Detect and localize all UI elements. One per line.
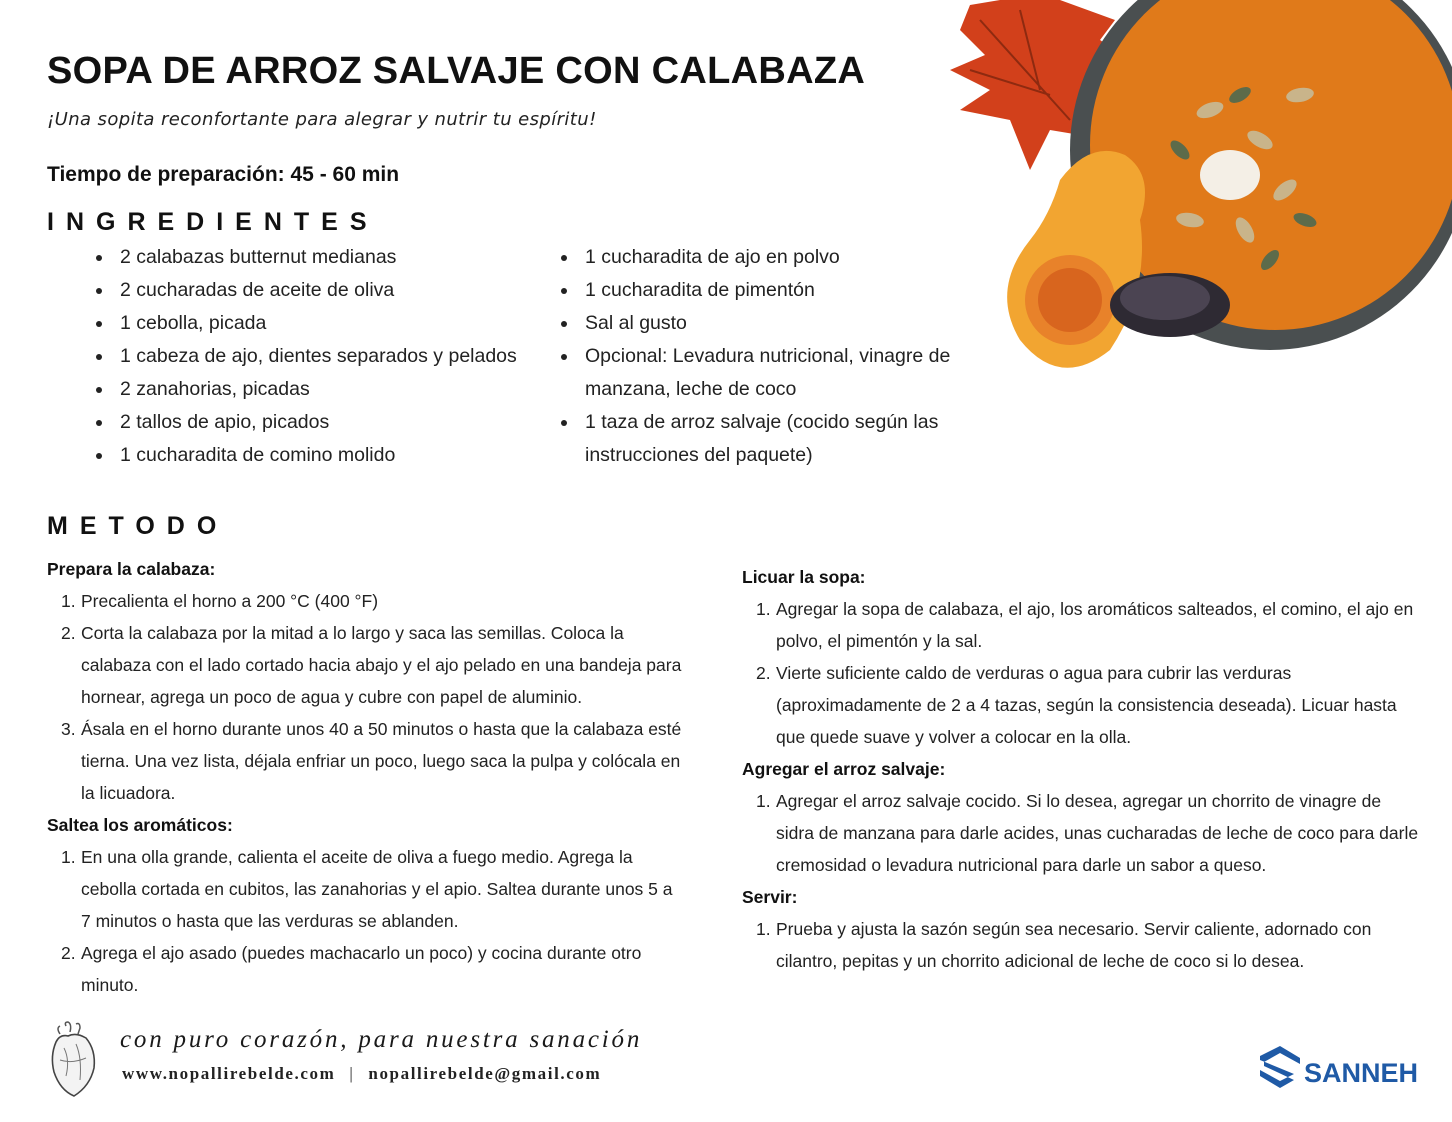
ingredients-list-left (82, 241, 542, 472)
step-number: 1. (756, 791, 771, 811)
step-text: Vierte suficiente caldo de verduras o agua para cubrir las verduras (aproximadamente de 2 a 4 tazas, según la consistencia deseada). Licuar hasta que quede suave y volver a colocar en la olla. (776, 663, 1397, 747)
method-steps (742, 913, 1422, 977)
step-number: 1. (756, 599, 771, 619)
method-section-title: Prepara la calabaza: (47, 559, 216, 579)
step-number: 1. (61, 847, 76, 867)
method-steps (742, 593, 1422, 753)
ingredient-item: 2 calabazas butternut medianas (102, 241, 542, 274)
method-step (742, 593, 1422, 657)
ingredient-item: 1 cebolla, picada (102, 307, 542, 340)
step-text: Corta la calabaza por la mitad a lo largo y saca las semillas. Coloca la calabaza con el lado cortado hacia abajo y el ajo pelado en una bandeja para hornear, agrega un poco de agua y cubre con papel de aluminio. (81, 623, 682, 707)
ingredient-item: 1 cabeza de ajo, dientes separados y pelados (102, 340, 542, 373)
step-number: 3. (61, 719, 76, 739)
step-text: Precalienta el horno a 200 °C (400 °F) (81, 591, 379, 611)
step-number: 1. (756, 919, 771, 939)
recipe-subtitle: ¡Una sopita reconfortante para alegrar y nutrir tu espíritu! (47, 109, 597, 130)
prep-time: Tiempo de preparación: 45 - 60 min (47, 163, 400, 186)
method-steps (47, 585, 682, 809)
ingredients-list-right (547, 241, 977, 472)
ingredient-item: 1 cucharadita de ajo en polvo (567, 241, 977, 274)
website-link[interactable]: www.nopallirebelde.com (122, 1064, 336, 1083)
butternut-squash-icon (1007, 151, 1145, 368)
step-text: Agregar el arroz salvaje cocido. Si lo desea, agregar un chorrito de vinagre de sidra de manzana para darle acides, unas cucharadas de leche de coco para darle cremosidad o levadura nutricional para darle un sabor a queso. (776, 791, 1419, 875)
brand-name: SANNEH (1304, 1058, 1419, 1088)
method-section-title: Servir: (742, 887, 798, 907)
ingredient-item: 1 cucharadita de comino molido (102, 439, 542, 472)
method-section-title: Saltea los aromáticos: (47, 815, 233, 835)
wild-rice-icon (1110, 273, 1230, 337)
step-number: 2. (61, 943, 76, 963)
recipe-title: SOPA DE ARROZ SALVAJE CON CALABAZA (47, 50, 866, 92)
anatomical-heart-icon (46, 1020, 98, 1098)
ingredient-item: 2 cucharadas de aceite de oliva (102, 274, 542, 307)
footer-contact (122, 1064, 601, 1084)
ingredient-item: 1 taza de arroz salvaje (cocido según las instrucciones del paquete) (567, 406, 977, 472)
step-text: Agregar la sopa de calabaza, el ajo, los aromáticos salteados, el comino, el ajo en polvo, el pimentón y la sal. (776, 599, 1414, 651)
method-step (47, 713, 682, 809)
email-link[interactable]: nopallirebelde@gmail.com (368, 1064, 602, 1083)
method-step (47, 841, 682, 937)
step-text: En una olla grande, calienta el aceite de oliva a fuego medio. Agrega la cebolla cortada en cubitos, las zanahorias y el apio. Saltea durante unos 5 a 7 minutos o hasta que las verduras se ablanden. (81, 847, 673, 931)
ingredient-item: 2 zanahorias, picadas (102, 373, 542, 406)
footer-tagline: con puro corazón, para nuestra sanación (120, 1026, 643, 1053)
step-text: Ásala en el horno durante unos 40 a 50 minutos o hasta que la calabaza esté tierna. Una vez lista, déjala enfriar un poco, luego saca la pulpa y colócala en la licuadora. (81, 719, 682, 803)
method-steps (742, 785, 1422, 881)
ingredient-item: Opcional: Levadura nutricional, vinagre de manzana, leche de coco (567, 340, 977, 406)
ingredient-item: 1 cucharadita de pimentón (567, 274, 977, 307)
method-section-title: Agregar el arroz salvaje: (742, 759, 946, 779)
method-step (742, 913, 1422, 977)
ingredient-item: Sal al gusto (567, 307, 977, 340)
step-number: 1. (61, 591, 76, 611)
ingredient-item: 2 tallos de apio, picados (102, 406, 542, 439)
ingredients-heading: INGREDIENTES (47, 208, 379, 236)
step-text: Agrega el ajo asado (puedes machacarlo un poco) y cocina durante otro minuto. (81, 943, 642, 995)
method-step (742, 785, 1422, 881)
method-steps (47, 841, 682, 1001)
method-column-right (742, 561, 1422, 977)
method-heading: METODO (47, 512, 229, 540)
method-column-left (47, 553, 682, 1001)
method-step (47, 585, 682, 617)
step-number: 2. (61, 623, 76, 643)
method-section-title: Licuar la sopa: (742, 567, 866, 587)
method-step (742, 657, 1422, 753)
soup-hero-image (940, 0, 1452, 380)
method-step (47, 617, 682, 713)
step-text: Prueba y ajusta la sazón según sea necesario. Servir caliente, adornado con cilantro, pepitas y un chorrito adicional de leche de coco si lo desea. (776, 919, 1372, 971)
step-number: 2. (756, 663, 771, 683)
method-step (47, 937, 682, 1001)
contact-separator: | (349, 1064, 355, 1083)
